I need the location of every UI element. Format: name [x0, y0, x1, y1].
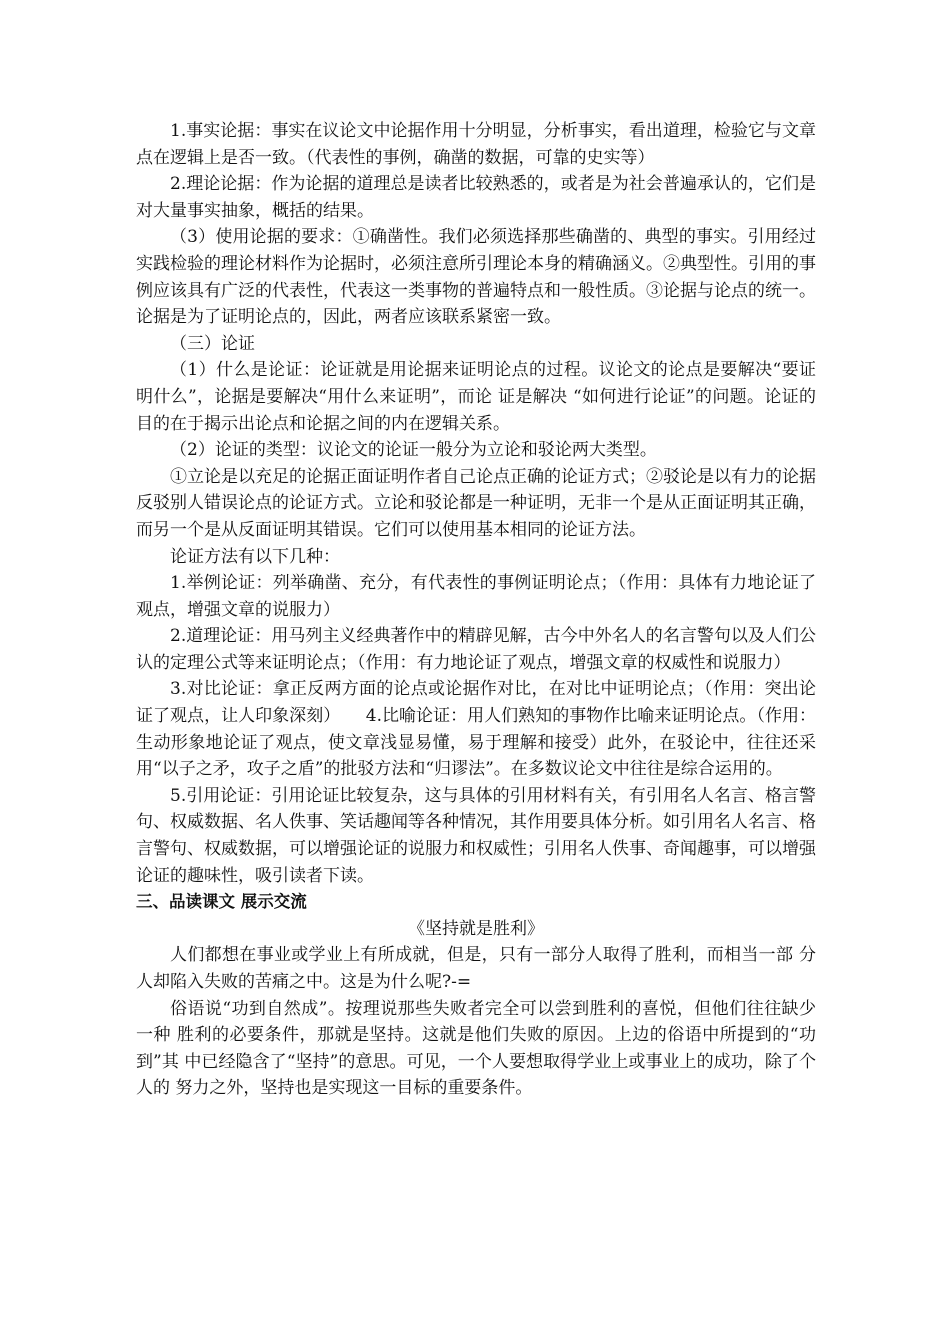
paragraph-evidence-requirements: （3）使用论据的要求：①确凿性。我们必须选择那些确凿的、典型的事实。引用经过实践检验的理论材料作为论据时，必须注意所引理论本身的精确涵义。②典型性。引用的事例应该具有广泛的代表性，代表这一类事物的普遍特点和一般性质。③论据与论点的统一。论据是为了证明论点的，因此，两者应该联系紧密一致。: [136, 227, 816, 328]
paragraph-method-citation: 5.引用论证：引用论证比较复杂，这与具体的引用材料有关，有引用名人名言、格言警句、权威数据、名人佚事、笑话趣闻等各种情况，其作用要具体分析。如引用名人名言、格言警句、权威数据，可以增强论证的说服力和权威性；引用名人佚事、奇闻趣事，可以增强论证的趣味性，吸引读者下读。: [136, 785, 816, 886]
section-heading-reading: 三、品读课文 展示交流: [136, 892, 307, 912]
document-body: [136, 118, 816, 1102]
paragraph-method-reasoning: 2.道理论证：用马列主义经典著作中的精辟见解，古今中外名人的名言警句以及人们公认的定理公式等来证明论点；（作用：有力地论证了观点，增强文章的权威性和说服力）: [136, 626, 816, 673]
section-heading-argumentation: （三）论证: [170, 333, 255, 354]
paragraph-method-contrast-metaphor: 3.对比论证：拿正反两方面的论点或论据作对比，在对比中证明论点；（作用：突出论证了观点，让人印象深刻） 4.比喻论证：用人们熟知的事物作比喻来证明论点。（作用：生动形象地论证了观点，使文章浅显易懂，易于理解和接受）此外，在驳论中，往往还采用“以子之矛，攻子之盾”的批驳方法和“归谬法”。在多数议论文中往往是综合运用的。: [136, 679, 816, 780]
paragraph-method-example: 1.举例论证：列举确凿、充分，有代表性的事例证明论点；（作用：具体有力地论证了观点，增强文章的说服力）: [136, 573, 816, 620]
paragraph-methods-intro: 论证方法有以下几种：: [170, 546, 340, 567]
paragraph-fact-evidence: 1.事实论据：事实在议论文中论据作用十分明显，分析事实，看出道理，检验它与文章点在逻辑上是否一致。（代表性的事例，确凿的数据，可靠的史实等）: [136, 121, 816, 168]
paragraph-theory-evidence: 2.理论论据：作为论据的道理总是读者比较熟悉的，或者是为社会普遍承认的，它们是对大量事实抽象，概括的结果。: [136, 174, 816, 221]
essay-paragraph-1: 人们都想在事业或学业上有所成就，但是，只有一部分人取得了胜利，而相当一部 分人却陷入失败的苦痛之中。这是为什么呢?-=: [136, 945, 816, 992]
essay-paragraph-2: 俗语说“功到自然成”。按理说那些失败者完全可以尝到胜利的喜悦，但他们往往缺少一种 胜利的必要条件，那就是坚持。这就是他们失败的原因。上边的俗语中所提到的“功到”其 中已经隐含了“坚持”的意思。可见，一个人要想取得学业上或事业上的成功，除了个人的 努力之外，坚持也是实现这一目标的重要条件。: [136, 998, 816, 1099]
paragraph-what-is-argumentation: （1）什么是论证：论证就是用论据来证明论点的过程。议论文的论点是要解决“要证明什么”，论据是要解决“用什么来证明”，而论 证是解决 “如何进行论证”的问题。论证的目的在于揭示出论点和论据之间的内在逻辑关系。: [136, 360, 816, 434]
essay-title: 《坚持就是胜利》: [408, 918, 544, 939]
paragraph-argumentation-types: （2）论证的类型：议论文的论证一般分为立论和驳论两大类型。: [170, 440, 657, 461]
paragraph-refutation: ①立论是以充足的论据正面证明作者自己论点正确的论证方式；②驳论是以有力的论据反驳别人错误论点的论证方式。立论和驳论都是一种证明，无非一个是从正面证明其正确，而另一个是从反面证明其错误。它们可以使用基本相同的论证方法。: [136, 466, 816, 540]
